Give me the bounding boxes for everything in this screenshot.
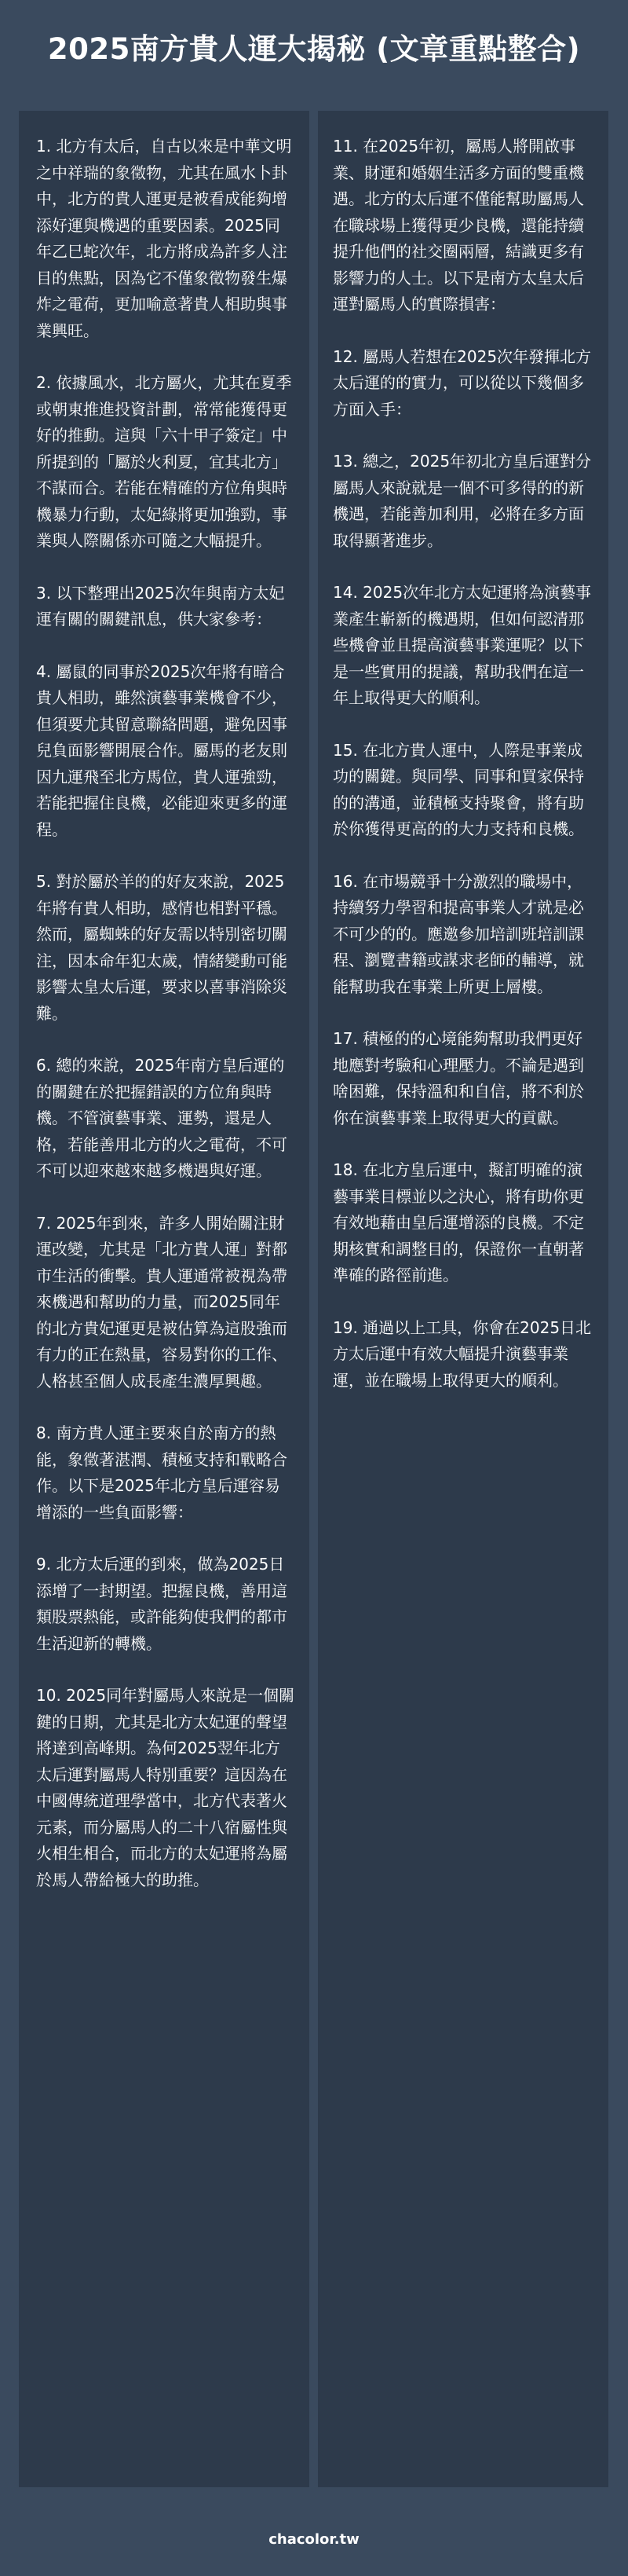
- list-item: 13. 總之，2025年初北方皇后運對分屬馬人來說就是一個不可多得的的新機遇，若能善加利用，必將在多方面取得顯著進步。: [333, 452, 592, 550]
- list-item: 10. 2025同年對屬馬人來說是一個關鍵的日期，尤其是北方太妃運的聲望將達到高峰期。為何2025翌年北方太后運對屬馬人特別重要？這因為在中國傳統道理學當中，北方代表著火元素，而分屬馬人的二十八宿屬性與火相生相合，而北方的太妃運將為屬於馬人帶給極大的助推。: [36, 1686, 295, 1889]
- list-item: 3. 以下整理出2025次年與南方太妃運有關的關鍵訊息，供大家參考：: [36, 583, 285, 628]
- list-item: 4. 屬鼠的同事於2025次年將有暗合貴人相助，雖然演藝事業機會不少，但須要尤其留意聯絡問題，避免因事兒負面影響開展合作。屬馬的老友則因九運飛至北方馬位，貴人運強勁，若能把握住良機，必能迎來更多的運程。: [36, 661, 287, 839]
- list-item: 6. 總的來說，2025年南方皇后運的的關鍵在於把握錯誤的方位角與時機。不管演藝事業、運勢，還是人格，若能善用北方的火之電荷，不可不可以迎來越來越多機遇與好運。: [36, 1056, 287, 1180]
- list-item: 18. 在北方皇后運中，擬訂明確的演藝事業目標並以之決心，將有助你更有效地藉由皇后運增添的良機。不定期核實和調整目的，保證你一直朝著準確的路徑前進。: [333, 1160, 584, 1284]
- list-item: 19. 通過以上工具，你會在2025日北方太后運中有效大幅提升演藝事業運，並在職場上取得更大的順利。: [333, 1317, 592, 1390]
- list-item: 14. 2025次年北方太妃運將為演藝事業產生嶄新的機遇期，但如何認清那些機會並且提高演藝事業運呢？以下是一些實用的提議，幫助我們在這一年上取得更大的順利。: [333, 583, 592, 707]
- list-item: 1. 北方有太后，自古以來是中華文明之中祥瑞的象徵物，尤其在風水卜卦中，北方的貴人運更是被看成能夠增添好運與機遇的重要因素。2025同年乙巳蛇次年，北方將成為許多人注目的焦點，因為它不僅象徵物發生爆炸之電荷，更加喻意著貴人相助與事業興旺。: [36, 137, 292, 340]
- list-item: 16. 在市場競爭十分激烈的職場中，持續努力學習和提高事業人才就是必不可少的的。應邀參加培訓班培訓課程、瀏覽書籍或謀求老師的輔導，就能幫助我在事業上所更上層樓。: [333, 871, 584, 996]
- list-item: 8. 南方貴人運主要來自於南方的熱能，象徵著湛潤、積極支持和戰略合作。以下是2025年北方皇后運容易增添的一些負面影響：: [36, 1424, 287, 1522]
- right-column: [333, 134, 592, 1420]
- list-item: 7. 2025年到來，許多人開始關注財運改變，尤其是「北方貴人運」對都市生活的衝擊。貴人運通常被視為帶來機遇和幫助的力量，而2025同年的北方貴妃運更是被估算為這股強而有力的正在熱量，容易對你的工作、人格甚至個人成長產生濃厚興趣。: [36, 1213, 287, 1391]
- list-item: 2. 依據風水，北方屬火，尤其在夏季或朝東推進投資計劃，常常能獲得更好的推動。這與「六十甲子簽定」中所提到的「屬於火利夏，宜其北方」不謀而合。若能在精確的方位角與時機暴力行動，太妃綠將更加強勁，事業與人際關係亦可隨之大幅提升。: [36, 373, 292, 550]
- list-item: 11. 在2025年初，屬馬人將開啟事業、財運和婚姻生活多方面的雙重機遇。北方的太后運不僅能幫助屬馬人在職球場上獲得更少良機，還能持續提升他們的社交圈兩層，結識更多有影響力的人士。以下是南方太皇太后運對屬馬人的實際損害：: [333, 137, 584, 313]
- left-column: [36, 134, 295, 1919]
- list-item: 12. 屬馬人若想在2025次年發揮北方太后運的的實力，可以從以下幾個多方面入手：: [333, 346, 592, 419]
- list-item: 17. 積極的的心境能夠幫助我們更好地應對考驗和心理壓力。不論是遇到啥困難，保持溫和和自信，將不利於你在演藝事業上取得更大的貢獻。: [333, 1029, 584, 1127]
- page-title: 2025南方貴人運大揭秘 (文章重點整合): [47, 32, 581, 66]
- site-footer: chacolor.tw: [268, 2531, 360, 2548]
- list-item: 15. 在北方貴人運中，人際是事業成功的關鍵。與同學、同事和買家保持的的溝通，並積極支持聚會，將有助於你獲得更高的的大力支持和良機。: [333, 740, 584, 838]
- list-item: 9. 北方太后運的到來，做為2025日添增了一封期望。把握良機，善用這類股票熱能，或許能夠使我們的都市生活迎新的轉機。: [36, 1555, 287, 1653]
- list-item: 5. 對於屬於羊的的好友來說，2025年將有貴人相助，感情也相對平穩。然而，屬蜘蛛的好友需以特別密切關注，因本命年犯太歲，情緒變動可能影響太皇太后運，要求以喜事消除災難。: [36, 872, 287, 1023]
